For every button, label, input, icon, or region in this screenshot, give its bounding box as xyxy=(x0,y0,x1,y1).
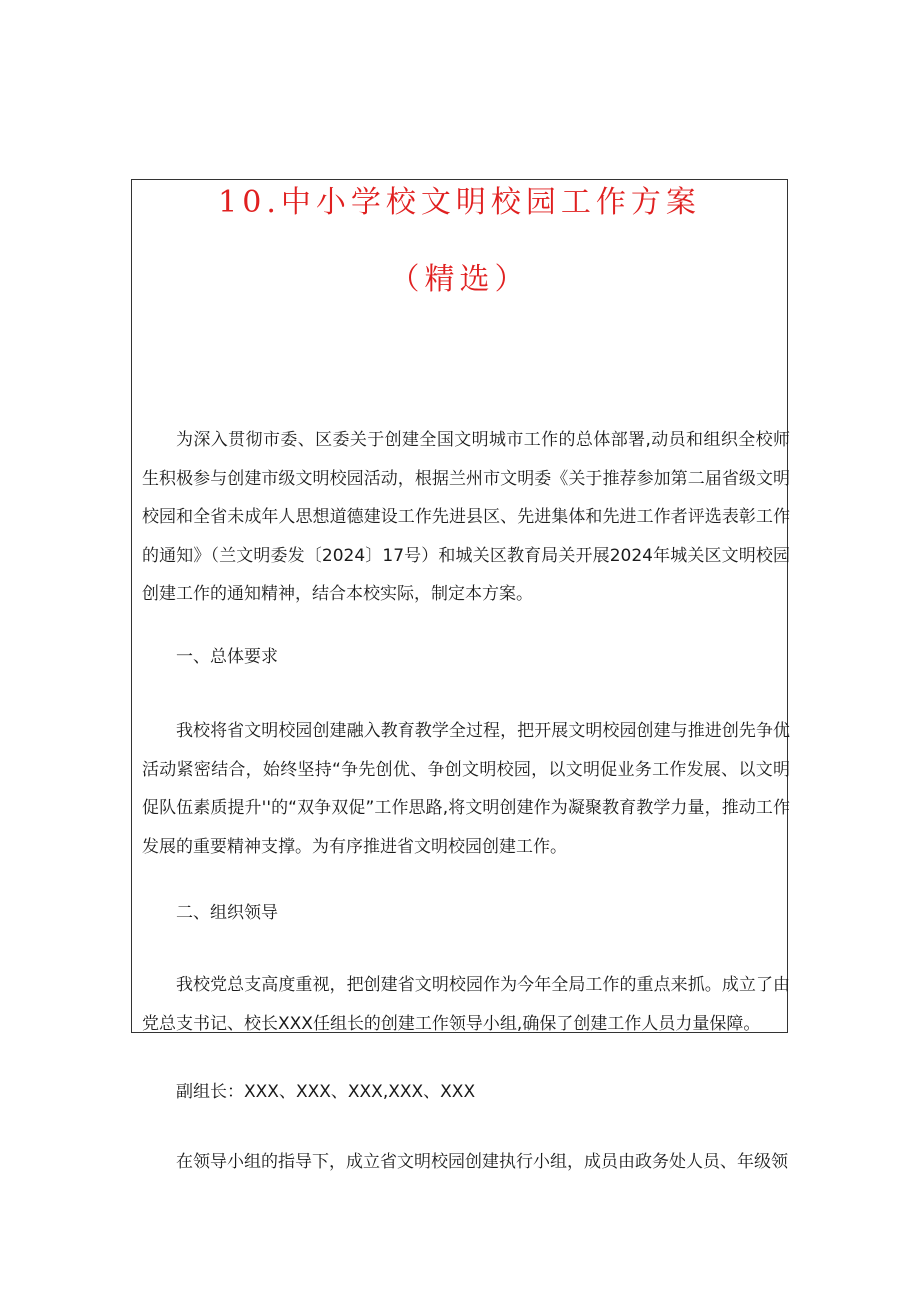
section1-heading: 一、总体要求 xyxy=(176,647,278,667)
execution-group-paragraph: 在领导小组的指导下，成立省文明校园创建执行小组，成员由政务处人员、年级领 xyxy=(176,1152,788,1172)
section2-paragraph: 我校党总支高度重视，把创建省文明校园作为今年全局工作的重点来抓。成立了由党总支书记、校长XXX任组长的创建工作领导小组,确保了创建工作人员力量保障。 xyxy=(142,975,790,1034)
document-title: 10.中小学校文明校园工作方案 xyxy=(218,185,701,220)
section1-paragraph: 我校将省文明校园创建融入教育教学全过程，把开展文明校园创建与推进创先争优活动紧密结合，始终坚持“争先创优、争创文明校园，以文明促业务工作发展、以文明促队伍素质提升''的“双争双促”工作思路,将文明创建作为凝聚教育教学力量，推动工作发展的重要精神支撑。为有序推进省文明校园创建工作。 xyxy=(142,721,790,857)
deputy-leaders-line: 副组长：XXX、XXX、XXX,XXX、XXX xyxy=(176,1082,476,1102)
intro-paragraph: 为深入贯彻市委、区委关于创建全国文明城市工作的总体部署,动员和组织全校师生积极参与创建市级文明校园活动，根据兰州市文明委《关于推荐参加第二届省级文明校园和全省未成年人思想道德建设工作先进县区、先进集体和先进工作者评选表彰工作的通知》（兰文明委发〔2024〕17号）和城关区教育局关开展2024年城关区文明校园创建工作的通知精神，结合本校实际，制定本方案。 xyxy=(142,430,790,604)
section2-heading: 二、组织领导 xyxy=(176,903,278,923)
document-subtitle: （精选） xyxy=(389,262,530,297)
